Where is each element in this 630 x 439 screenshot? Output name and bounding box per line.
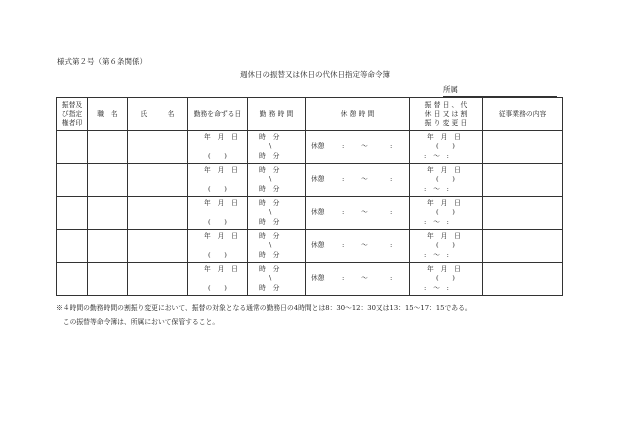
duty-content-cell[interactable] bbox=[483, 164, 563, 197]
table-row bbox=[57, 197, 563, 230]
cell-text: : 〜 : bbox=[424, 185, 449, 193]
position-cell[interactable] bbox=[88, 131, 128, 164]
approver-seal-cell[interactable] bbox=[57, 263, 88, 296]
cell-text: \ bbox=[269, 274, 272, 282]
cell-text: ( ) bbox=[208, 251, 227, 259]
approver-seal-cell[interactable] bbox=[57, 131, 88, 164]
column-header bbox=[57, 98, 88, 131]
cell-text: \ bbox=[269, 142, 272, 150]
cell-text: ( ) bbox=[208, 284, 227, 292]
column-header bbox=[248, 98, 306, 131]
column-header-line: 休 日 又 は 割 bbox=[424, 109, 468, 118]
table-header-row bbox=[57, 98, 563, 131]
column-header-line: 振 り 変 更 日 bbox=[424, 118, 468, 127]
cell-text: ( ) bbox=[208, 218, 227, 226]
work-date-cell[interactable] bbox=[188, 131, 248, 164]
cell-text: 時 分 bbox=[259, 284, 280, 292]
cell-text: ( ) bbox=[208, 185, 227, 193]
note-line: この振替等命令簿は、所属において保管すること。 bbox=[56, 318, 220, 326]
cell-text: 年 月 日 bbox=[204, 133, 238, 141]
name-cell[interactable] bbox=[128, 131, 188, 164]
cell-text: : bbox=[390, 142, 393, 150]
cell-text: 〜 bbox=[361, 175, 368, 183]
position-cell[interactable] bbox=[88, 230, 128, 263]
work-date-cell[interactable] bbox=[188, 197, 248, 230]
cell-text: 休憩 bbox=[311, 175, 325, 183]
position-cell[interactable] bbox=[88, 197, 128, 230]
column-header-line: 権者印 bbox=[61, 118, 83, 127]
cell-text: 時 分 bbox=[259, 265, 280, 273]
column-header-line: 休 憩 時 間 bbox=[340, 109, 375, 118]
name-cell[interactable] bbox=[128, 230, 188, 263]
column-header-line: び指定 bbox=[61, 109, 83, 118]
approver-seal-cell[interactable] bbox=[57, 164, 88, 197]
cell-text: : bbox=[390, 208, 393, 216]
name-cell[interactable] bbox=[128, 263, 188, 296]
table-row bbox=[57, 131, 563, 164]
work-hours-cell[interactable] bbox=[248, 263, 306, 296]
swap-date-cell[interactable] bbox=[410, 164, 483, 197]
position-cell[interactable] bbox=[88, 263, 128, 296]
cell-text: ( ) bbox=[208, 152, 227, 160]
duty-content-cell[interactable] bbox=[483, 131, 563, 164]
cell-text: 時 分 bbox=[259, 218, 280, 226]
affiliation-field bbox=[443, 84, 557, 97]
break-time-cell[interactable] bbox=[306, 197, 410, 230]
cell-text: : bbox=[342, 208, 345, 216]
cell-text: ( ) bbox=[436, 241, 455, 249]
affiliation-label: 所属 bbox=[443, 85, 458, 94]
column-header-line: 氏 名 bbox=[140, 109, 175, 118]
cell-text: 休憩 bbox=[311, 208, 325, 216]
cell-text: 〜 bbox=[361, 241, 368, 249]
table-row bbox=[57, 230, 563, 263]
cell-text: : 〜 : bbox=[424, 251, 449, 259]
cell-text: 時 分 bbox=[259, 185, 280, 193]
break-time-cell[interactable] bbox=[306, 131, 410, 164]
column-header-line: 振替及 bbox=[61, 100, 83, 109]
cell-text: \ bbox=[269, 175, 272, 183]
swap-date-cell[interactable] bbox=[410, 230, 483, 263]
column-header-line: 従事業務の内容 bbox=[498, 109, 547, 118]
cell-text: : bbox=[390, 241, 393, 249]
note-line: ※４時間の勤務時間の割振り変更において、振替の対象となる通常の勤務日の4時間とは8：30〜12：30又は13：15〜17：15である。 bbox=[56, 304, 472, 312]
table-row bbox=[57, 164, 563, 197]
cell-text: 時 分 bbox=[259, 166, 280, 174]
break-time-cell[interactable] bbox=[306, 164, 410, 197]
cell-text: 時 分 bbox=[259, 251, 280, 259]
cell-text: \ bbox=[269, 208, 272, 216]
column-header-line: 振 替 日 、 代 bbox=[424, 100, 468, 109]
duty-content-cell[interactable] bbox=[483, 263, 563, 296]
column-header bbox=[483, 98, 563, 131]
cell-text: 年 月 日 bbox=[204, 232, 238, 240]
cell-text: ( ) bbox=[436, 142, 455, 150]
cell-text: 時 分 bbox=[259, 152, 280, 160]
notes bbox=[56, 301, 472, 329]
approver-seal-cell[interactable] bbox=[57, 230, 88, 263]
work-date-cell[interactable] bbox=[188, 164, 248, 197]
cell-text: 休憩 bbox=[311, 241, 325, 249]
column-header bbox=[188, 98, 248, 131]
work-hours-cell[interactable] bbox=[248, 230, 306, 263]
column-header bbox=[88, 98, 128, 131]
column-header-line: 勤 務 時 間 bbox=[259, 109, 294, 118]
document-title: 週休日の振替又は休日の代休日指定等命令簿 bbox=[240, 70, 390, 79]
column-header bbox=[410, 98, 483, 131]
cell-text: 年 月 日 bbox=[204, 166, 238, 174]
cell-text: 時 分 bbox=[259, 232, 280, 240]
cell-text: \ bbox=[269, 241, 272, 249]
position-cell[interactable] bbox=[88, 164, 128, 197]
cell-text: 休憩 bbox=[311, 274, 325, 282]
swap-date-cell[interactable] bbox=[410, 263, 483, 296]
table-row bbox=[57, 263, 563, 296]
cell-text: : bbox=[342, 241, 345, 249]
cell-text: 年 月 日 bbox=[427, 133, 461, 141]
approver-seal-cell[interactable] bbox=[57, 197, 88, 230]
cell-text: 休憩 bbox=[311, 142, 325, 150]
duty-content-cell[interactable] bbox=[483, 197, 563, 230]
cell-text: 年 月 日 bbox=[427, 232, 461, 240]
swap-date-cell[interactable] bbox=[410, 131, 483, 164]
name-cell[interactable] bbox=[128, 164, 188, 197]
work-hours-cell[interactable] bbox=[248, 164, 306, 197]
column-header bbox=[306, 98, 410, 131]
name-cell[interactable] bbox=[128, 197, 188, 230]
column-header bbox=[128, 98, 188, 131]
cell-text: 〜 bbox=[361, 142, 368, 150]
duty-content-cell[interactable] bbox=[483, 230, 563, 263]
cell-text: : 〜 : bbox=[424, 152, 449, 160]
break-time-cell[interactable] bbox=[306, 263, 410, 296]
cell-text: : 〜 : bbox=[424, 284, 449, 292]
cell-text: 時 分 bbox=[259, 133, 280, 141]
cell-text: 時 分 bbox=[259, 199, 280, 207]
column-header-line: 勤務を命ずる日 bbox=[193, 109, 242, 118]
cell-text: 年 月 日 bbox=[427, 166, 461, 174]
cell-text: 〜 bbox=[361, 274, 368, 282]
work-hours-cell[interactable] bbox=[248, 131, 306, 164]
work-hours-cell[interactable] bbox=[248, 197, 306, 230]
cell-text: : bbox=[342, 274, 345, 282]
cell-text: ( ) bbox=[436, 274, 455, 282]
break-time-cell[interactable] bbox=[306, 230, 410, 263]
work-date-cell[interactable] bbox=[188, 263, 248, 296]
column-header-line: 職 名 bbox=[97, 109, 118, 118]
cell-text: : bbox=[390, 175, 393, 183]
cell-text: : bbox=[390, 274, 393, 282]
form-number-label: 様式第２号（第６条関係） bbox=[57, 57, 147, 66]
swap-date-cell[interactable] bbox=[410, 197, 483, 230]
cell-text: : 〜 : bbox=[424, 218, 449, 226]
work-date-cell[interactable] bbox=[188, 230, 248, 263]
cell-text: ( ) bbox=[436, 208, 455, 216]
cell-text: 年 月 日 bbox=[204, 199, 238, 207]
cell-text: 年 月 日 bbox=[427, 199, 461, 207]
cell-text: 年 月 日 bbox=[427, 265, 461, 273]
cell-text: : bbox=[342, 175, 345, 183]
cell-text: : bbox=[342, 142, 345, 150]
order-register-table bbox=[56, 97, 563, 296]
cell-text: 〜 bbox=[361, 208, 368, 216]
cell-text: 年 月 日 bbox=[204, 265, 238, 273]
cell-text: ( ) bbox=[436, 175, 455, 183]
